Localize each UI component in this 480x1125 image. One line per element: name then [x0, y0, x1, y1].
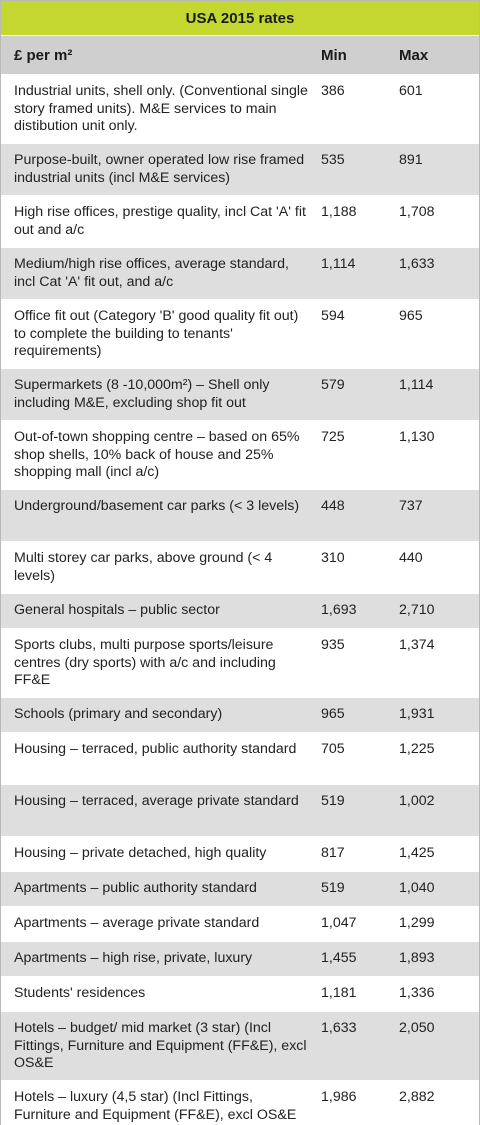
cell-min: 535	[321, 152, 345, 168]
cell-max: 1,931	[399, 706, 435, 722]
cell-max: 737	[399, 498, 423, 514]
column-header-description: £ per m²	[14, 46, 73, 64]
table-row	[1, 490, 479, 542]
cell-max: 601	[399, 83, 423, 99]
cell-description: Housing – terraced, public authority standard	[14, 741, 297, 757]
cell-min: 1,047	[321, 915, 357, 931]
table-header-row	[1, 36, 479, 75]
cell-min: 817	[321, 845, 345, 861]
table-row	[1, 144, 479, 196]
cell-min: 386	[321, 83, 345, 99]
table-row	[1, 196, 479, 248]
cell-description: Hotels – budget/ mid market (3 star) (Incl Fittings, Furniture and Equipment (FF&E), excl OS&E	[14, 1020, 307, 1071]
table-row	[1, 629, 479, 698]
cell-description: Underground/basement car parks (< 3 levels)	[14, 498, 300, 514]
table-title: USA 2015 rates	[1, 1, 479, 36]
cell-description: Office fit out (Category 'B' good quality fit out) to complete the building to tenants' requirements)	[14, 308, 299, 359]
cell-description: General hospitals – public sector	[14, 602, 220, 618]
table-row	[1, 542, 479, 594]
cell-max: 891	[399, 152, 423, 168]
cell-min: 725	[321, 429, 345, 445]
table-row	[1, 1081, 479, 1125]
table-row	[1, 421, 479, 490]
cell-max: 1,225	[399, 741, 435, 757]
table-row	[1, 872, 479, 907]
cell-max: 1,425	[399, 845, 435, 861]
table-row	[1, 1012, 479, 1081]
cell-description: Medium/high rise offices, average standard, incl Cat 'A' fit out, and a/c	[14, 256, 289, 290]
table-row	[1, 907, 479, 942]
table-row	[1, 977, 479, 1012]
cell-max: 1,708	[399, 204, 435, 220]
cell-description: Sports clubs, multi purpose sports/leisure centres (dry sports) with a/c and including FF&E	[14, 637, 276, 688]
cell-max: 2,710	[399, 602, 435, 618]
column-header-max: Max	[399, 46, 429, 64]
cell-description: Multi storey car parks, above ground (< 4 levels)	[14, 550, 273, 584]
cell-min: 935	[321, 637, 345, 653]
cell-min: 579	[321, 377, 345, 393]
cell-max: 2,882	[399, 1089, 435, 1105]
cell-description: Supermarkets (8 -10,000m²) – Shell only including M&E, excluding shop fit out	[14, 377, 270, 411]
cell-min: 594	[321, 308, 345, 324]
cell-min: 519	[321, 793, 345, 809]
cell-description: High rise offices, prestige quality, incl Cat 'A' fit out and a/c	[14, 204, 306, 238]
cell-max: 2,050	[399, 1020, 435, 1036]
cell-min: 1,455	[321, 950, 357, 966]
cell-min: 965	[321, 706, 345, 722]
cell-max: 1,299	[399, 915, 435, 931]
cell-max: 1,040	[399, 880, 435, 896]
table-row	[1, 369, 479, 421]
table-row	[1, 942, 479, 977]
cell-min: 519	[321, 880, 345, 896]
cell-description: Apartments – public authority standard	[14, 880, 257, 896]
cell-description: Students' residences	[14, 985, 146, 1001]
cell-min: 1,693	[321, 602, 357, 618]
cell-description: Apartments – average private standard	[14, 915, 260, 931]
table-row	[1, 300, 479, 369]
table-row	[1, 733, 479, 785]
cell-max: 1,374	[399, 637, 435, 653]
cell-description: Industrial units, shell only. (Conventional single story framed units). M&E services to main distibution unit only.	[14, 83, 308, 134]
cell-max: 1,114	[399, 377, 434, 393]
table-row	[1, 785, 479, 837]
table-row	[1, 837, 479, 872]
table-row	[1, 698, 479, 733]
cell-min: 448	[321, 498, 345, 514]
table-body	[1, 75, 479, 1125]
cell-min: 1,986	[321, 1089, 357, 1105]
cell-max: 1,130	[399, 429, 435, 445]
cell-max: 1,002	[399, 793, 435, 809]
cell-description: Hotels – luxury (4,5 star) (Incl Fittings, Furniture and Equipment (FF&E), excl OS&E	[14, 1089, 297, 1123]
cell-max: 1,336	[399, 985, 435, 1001]
cell-min: 310	[321, 550, 345, 566]
cell-description: Out-of-town shopping centre – based on 65% shop shells, 10% back of house and 25% shopping mall (incl a/c)	[14, 429, 300, 480]
cell-min: 1,633	[321, 1020, 357, 1036]
cell-max: 965	[399, 308, 423, 324]
table-row	[1, 75, 479, 144]
cell-max: 440	[399, 550, 423, 566]
cell-min: 1,181	[321, 985, 357, 1001]
cell-min: 1,188	[321, 204, 357, 220]
cell-description: Housing – private detached, high quality	[14, 845, 267, 861]
table-row	[1, 248, 479, 300]
cell-max: 1,633	[399, 256, 435, 272]
cell-description: Housing – terraced, average private standard	[14, 793, 299, 809]
cell-description: Schools (primary and secondary)	[14, 706, 223, 722]
cell-description: Purpose-built, owner operated low rise framed industrial units (incl M&E services)	[14, 152, 305, 186]
cell-min: 1,114	[321, 256, 356, 272]
cell-description: Apartments – high rise, private, luxury	[14, 950, 253, 966]
table-row	[1, 594, 479, 629]
cell-min: 705	[321, 741, 345, 757]
cell-max: 1,893	[399, 950, 435, 966]
column-header-min: Min	[321, 46, 347, 64]
